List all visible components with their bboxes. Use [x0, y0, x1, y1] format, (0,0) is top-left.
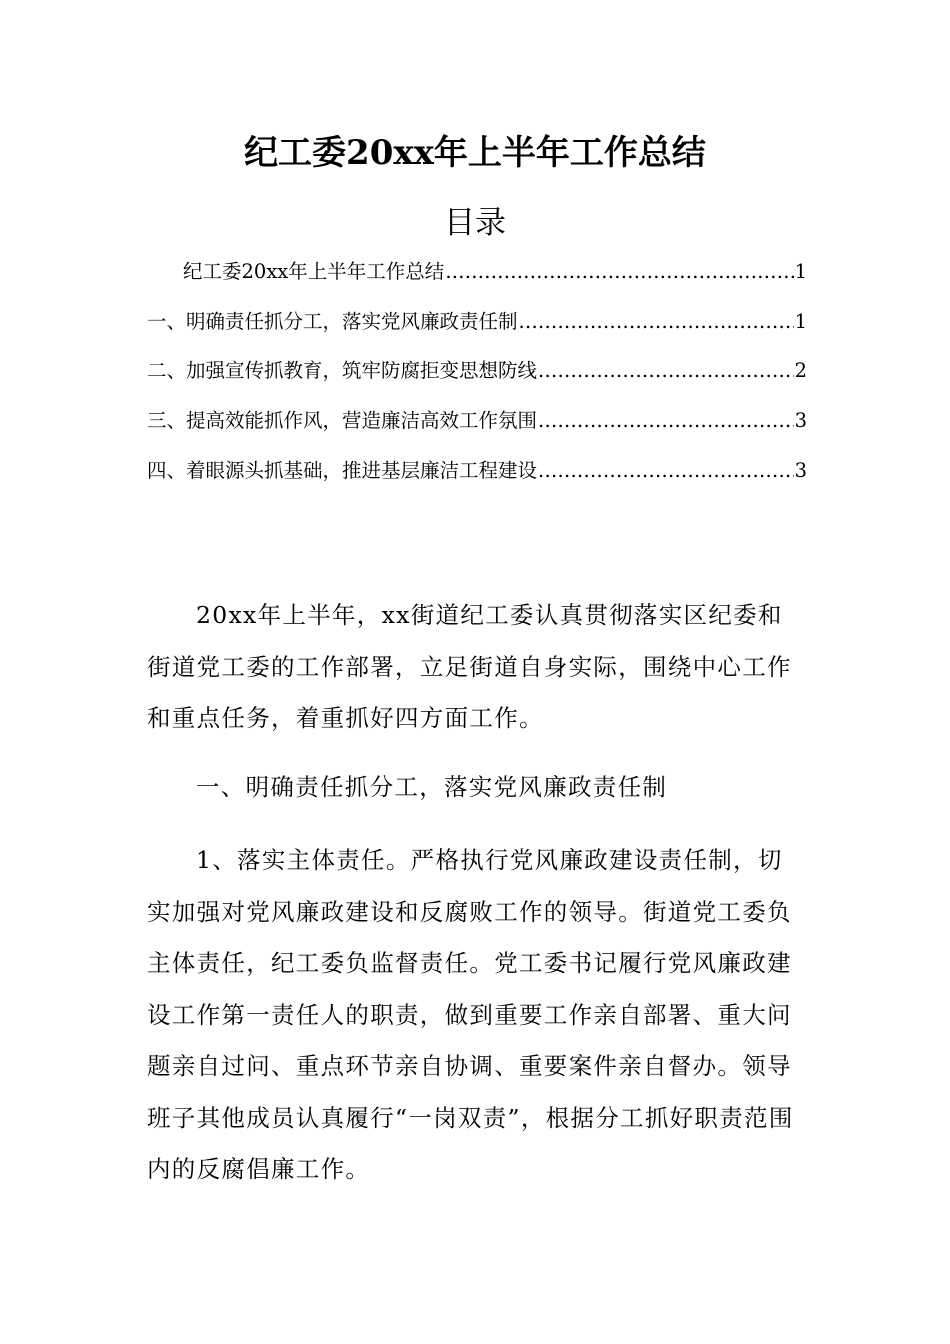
toc-entry[interactable]	[147, 356, 807, 386]
toc-page-number: 1	[794, 310, 807, 333]
body-paragraph: 1、落实主体责任。严格执行党风廉政建设责任制，切实加强对党风廉政建设和反腐败工作的领导。街道党工委负主体责任，纪工委负监督责任。党工委书记履行党风廉政建设工作第一责任人的职责，做到重要工作亲自部署、重大问题亲自过问、重点环节亲自协调、重要案件亲自督办。领导班子其他成员认真履行“一岗双责”，根据分工抓好职责范围内的反腐倡廉工作。	[147, 846, 794, 1183]
toc-heading: 目录	[444, 205, 506, 241]
toc-entry[interactable]	[147, 307, 807, 337]
toc-entry-label: 四、着眼源头抓基础，推进基层廉洁工程建设	[147, 459, 538, 482]
intro-paragraph: 20xx年上半年，xx街道纪工委认真贯彻落实区纪委和街道党工委的工作部署，立足街道自身实际，围绕中心工作和重点任务，着重抓好四方面工作。	[147, 601, 792, 732]
toc-entry[interactable]	[147, 456, 807, 486]
section-heading: 一、明确责任抓分工，落实党风廉政责任制	[196, 773, 668, 801]
toc-leader-dots	[538, 356, 794, 386]
toc-page-number: 3	[794, 409, 807, 432]
toc-entry-label: 一、明确责任抓分工，落实党风廉政责任制	[147, 310, 518, 333]
toc-entry-label: 二、加强宣传抓教育，筑牢防腐拒变思想防线	[147, 359, 538, 382]
toc-leader-dots	[519, 307, 794, 337]
document-title: 纪工委20xx年上半年工作总结	[244, 133, 706, 173]
toc-leader-dots	[538, 406, 794, 436]
toc-leader-dots	[538, 456, 794, 486]
toc-page-number: 3	[794, 459, 807, 482]
toc-entry[interactable]	[147, 406, 807, 436]
toc-page-number: 1	[794, 260, 807, 283]
toc-entry-label: 三、提高效能抓作风，营造廉洁高效工作氛围	[147, 409, 538, 432]
toc-page-number: 2	[794, 359, 807, 382]
toc-entry[interactable]	[183, 257, 807, 287]
toc-leader-dots	[445, 257, 793, 287]
toc-entry-label: 纪工委20xx年上半年工作总结	[183, 260, 445, 283]
